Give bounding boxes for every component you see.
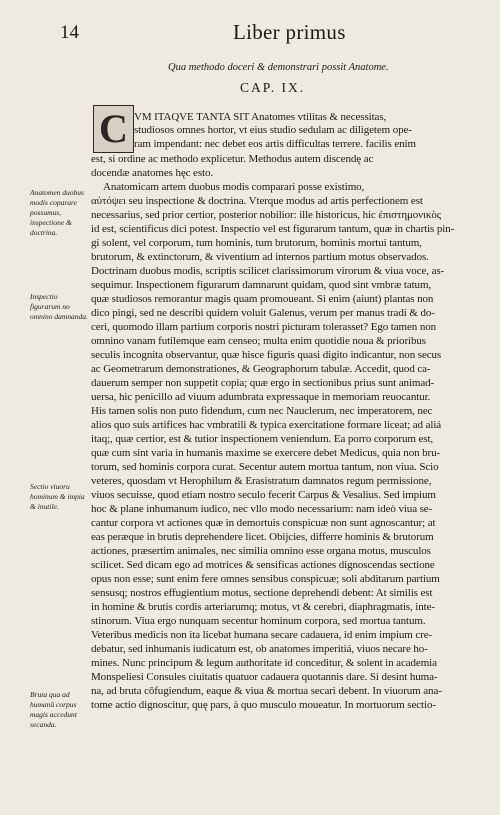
margin-note: Anatomen duobus modis coparare possumus, inspectione & doctrina. bbox=[30, 188, 84, 237]
text-line: His tamen solis non puto fidendum, cum nec Nauclerum, nec imperatorem, nec bbox=[91, 405, 433, 417]
text-line: gi solent, vel corporum, tum hominis, tum brutorum, hominis mortui tantum, bbox=[91, 237, 422, 249]
text-line: docendæ anatomes hęc esto. bbox=[91, 167, 214, 179]
margin-note: Bruta qua ad humanū corpus magis accedunt secanda. bbox=[30, 690, 77, 729]
decorated-initial bbox=[93, 105, 134, 153]
chapter-subtitle: Qua methodo doceri & demonstrari possit Anatome. bbox=[168, 62, 389, 73]
text-line: cantur corpora vt actiones quæ in demortuis conspicuæ non sunt agnoscantur; at bbox=[91, 517, 436, 529]
text-line: eas peræque in brutis deprehendere licet. Obijcies, differre hominis & brutorum bbox=[91, 531, 434, 543]
text-line: Anatomicam artem duobus modis comparari posse existimo, bbox=[103, 181, 365, 193]
text-line: uersa, hic penicillo ad viuum adumbrata expressaque in memoriam reuocantur. bbox=[91, 391, 431, 403]
text-line: Monspeliesi Consules ciuitatis quatuor cadauera quotannis dare. Si desint huma- bbox=[91, 671, 438, 683]
text-line: ram impendant: nec debet eos artis difficultas terrere. facilis enim bbox=[134, 138, 416, 150]
text-line: alios quo suis artifices hac vmbratili & typica exercitatione formare liceat; ad aliá bbox=[91, 419, 442, 431]
text-line: actiones, præsertim animales, nec similia omnino esse organa motus, musculos bbox=[91, 545, 431, 557]
text-line: hoc & plane inhumanum iudico, nec vllo modo necessarium: nam ideò viua se- bbox=[91, 503, 433, 515]
text-line: debatur, sed inhumanis iudicatum est, ob anatomes imperitiá, viuos necare ho- bbox=[91, 643, 428, 655]
text-line: Veteribus medicis non ita licebat humana secare cadauera, id enim impium cre- bbox=[91, 629, 433, 641]
text-line: sensusq; nostros effugientium motus, sectione deprehendi debent: At similis est bbox=[91, 587, 433, 599]
text-line: scilicet. Sed dicam ego ad motrices & sensificas actiones dignoscendas sectione bbox=[91, 559, 435, 571]
running-head: Liber primus bbox=[233, 20, 346, 44]
text-line: necessarius, sed prior certior, posterior nobilior: ille historicus, hic ἐπιστημονικὸς bbox=[91, 209, 442, 221]
text-line: veteres, quosdam vt Herophilum & Erasistratum damnatos regum permissione, bbox=[91, 475, 432, 487]
text-line: studiosos omnes hortor, vt eius studio sedulam ac diligetem ope- bbox=[134, 124, 412, 136]
decorated-initial-letter: C bbox=[99, 106, 128, 151]
text-line: in homine & brutis cordis arteriarumq; motus, vt & cerebri, diaphragmatis, inte- bbox=[91, 601, 435, 613]
text-line: seculis incognita observantur, quæ hisce figuris quasi digito indicantur, non secus bbox=[91, 349, 442, 361]
text-line: viuos secuisse, quod etiam nostro seculo fecerit Carpus & Vesalius. Sed impium bbox=[91, 489, 436, 501]
text-line: mines. Nunc principum & legum authoritate id conceditur, & solent in academia bbox=[91, 657, 437, 669]
text-line: quæ studiosos remorantur magis quam promoueant. Si enim (aiunt) plantas non bbox=[91, 293, 434, 305]
text-line: ac Geometrarum demonstrationes, & Geographorum tabulæ. Accedit, quod ca- bbox=[91, 363, 431, 375]
text-line: stinorum. Viua ergo nunquam secentur hominum corpora, sed mortua tantum. bbox=[91, 615, 426, 627]
text-line: brutorum, & extinctorum, & viventium ad internos partium motus observados. bbox=[91, 251, 429, 263]
margin-note: Sectio viuoru hominum & impia & inutile. bbox=[30, 482, 85, 511]
text-line: VM ITAQVE TANTA SIT Anatomes vtilitas & necessitas, bbox=[134, 111, 387, 123]
text-line: itaq;, quæ certior, est & tutior inspectionem veniendum. Ea porro corporum est, bbox=[91, 433, 434, 445]
text-line: quæ cum sint varia in humanis maxime se exercere debet Medicus, quia non bru- bbox=[91, 447, 441, 459]
text-line: dauerum semper non suppetit copia; quæ ergo in sectionibus prius sunt animad- bbox=[91, 377, 435, 389]
text-line: sequimur. Inspectionem figurarum damnarunt quidam, quod sint vmbræ tatum, bbox=[91, 279, 432, 291]
text-line: Doctrinam duobus modis, scriptis scilicet clarissimorum virorum & viua voce, as- bbox=[91, 265, 445, 277]
text-line: ceri, quomodo illam partium corporis nostri picturam tolerasset? Ego tamen non bbox=[91, 321, 437, 333]
text-line: na, ad bruta cōfugiendum, eaque & viua & mortua secari debent. In viuorum ana- bbox=[91, 685, 442, 697]
margin-note: Inspectio figurarum no omnino damnanda. bbox=[30, 292, 88, 321]
text-line: dico pingi, sed ne describi quidem voluit Galenus, verum per manus tradi & do- bbox=[91, 307, 435, 319]
text-line: torum, sed hominis corpora curat. Secentur autem mortua tantum, non viua. Scio bbox=[91, 461, 439, 473]
text-line: id est, scientificus dici potest. Inspectio vel est figurarum tantum, quæ in chartis pin- bbox=[91, 223, 455, 235]
text-line: αὐτόψει seu inspectione & doctrina. Vterque modus ad artis perfectionem est bbox=[91, 195, 423, 207]
text-line: omnino vanam futilemque eam censeo; multa enim quotidie noua & prioribus bbox=[91, 335, 426, 347]
page-number: 14 bbox=[60, 22, 79, 43]
text-line: est, si ordine ac methodo explicetur. Methodus autem discendę ac bbox=[91, 153, 374, 165]
text-line: opus non esse; sunt enim fere omnes sensibus conspicuæ; soli abditarum partium bbox=[91, 573, 440, 585]
text-line: tome actio dignoscitur, quę pars, à quo musculo moueatur. In mortuorum sectio- bbox=[91, 699, 436, 711]
chapter-heading: CAP. IX. bbox=[240, 80, 306, 95]
